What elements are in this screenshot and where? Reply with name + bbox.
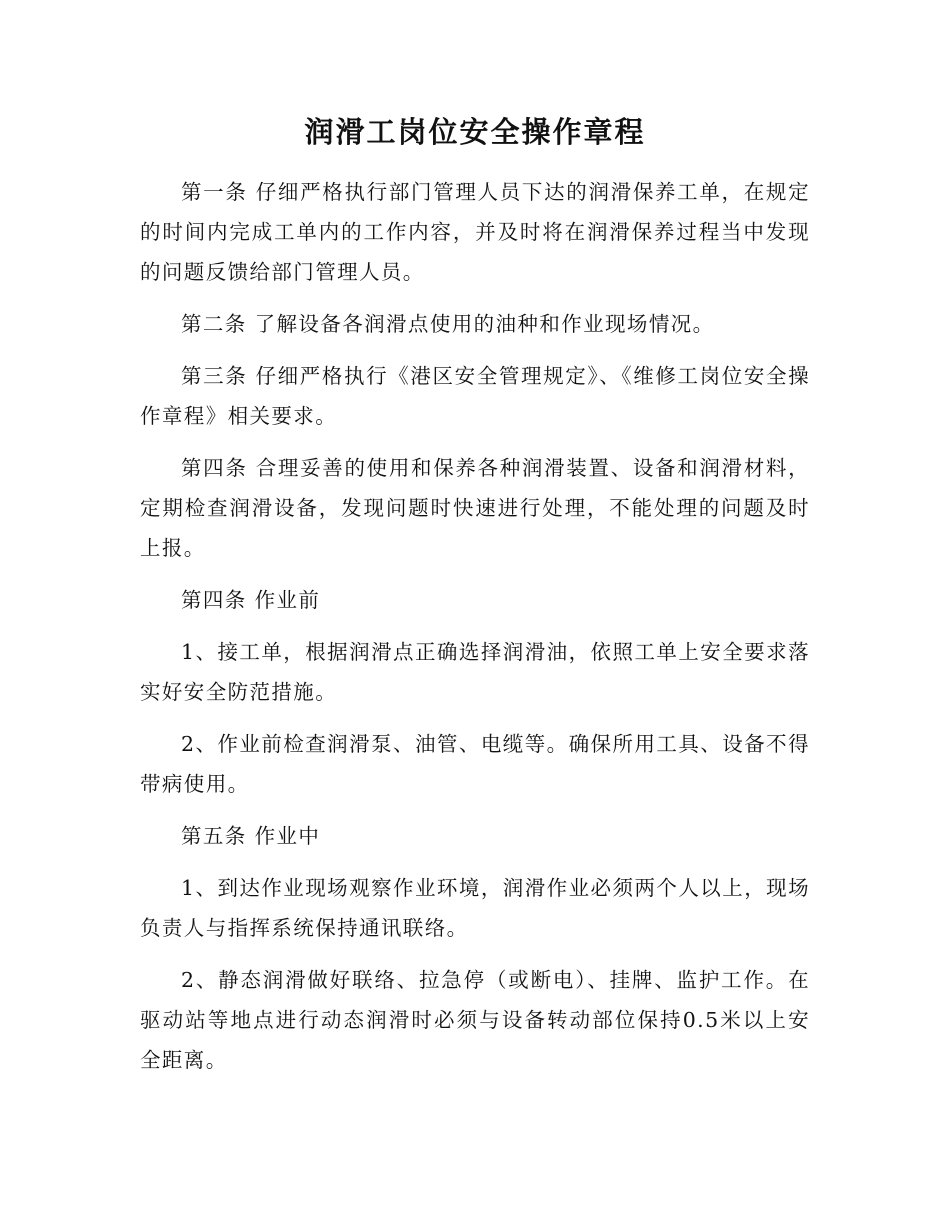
article-2: 第二条 了解设备各润滑点使用的油种和作业现场情况。	[181, 312, 715, 336]
article-3: 第三条 仔细严格执行《港区安全管理规定》、《维修工岗位安全操作章程》相关要求。	[140, 364, 810, 428]
article-1: 第一条 仔细严格执行部门管理人员下达的润滑保养工单，在规定的时间内完成工单内的工作内容，并及时将在润滑保养过程当中发现的问题反馈给部门管理人员。	[140, 180, 810, 284]
article-4: 第四条 合理妥善的使用和保养各种润滑装置、设备和润滑材料，定期检查润滑设备，发现问题时快速进行处理，不能处理的问题及时上报。	[140, 456, 810, 560]
section-during-work-heading: 第五条 作业中	[181, 824, 321, 848]
before-work-item-2: 2、作业前检查润滑泵、油管、电缆等。确保所用工具、设备不得带病使用。	[140, 732, 810, 796]
document-title: 润滑工岗位安全操作章程	[304, 115, 646, 149]
before-work-item-1: 1、接工单，根据润滑点正确选择润滑油，依照工单上安全要求落实好安全防范措施。	[140, 640, 810, 704]
during-work-item-1: 1、到达作业现场观察作业环境，润滑作业必须两个人以上，现场负责人与指挥系统保持通讯联络。	[140, 876, 810, 940]
section-before-work-heading: 第四条 作业前	[181, 588, 321, 612]
during-work-item-2: 2、静态润滑做好联络、拉急停（或断电）、挂牌、监护工作。在驱动站等地点进行动态润滑时必须与设备转动部位保持0.5米以上安全距离。	[140, 968, 810, 1072]
